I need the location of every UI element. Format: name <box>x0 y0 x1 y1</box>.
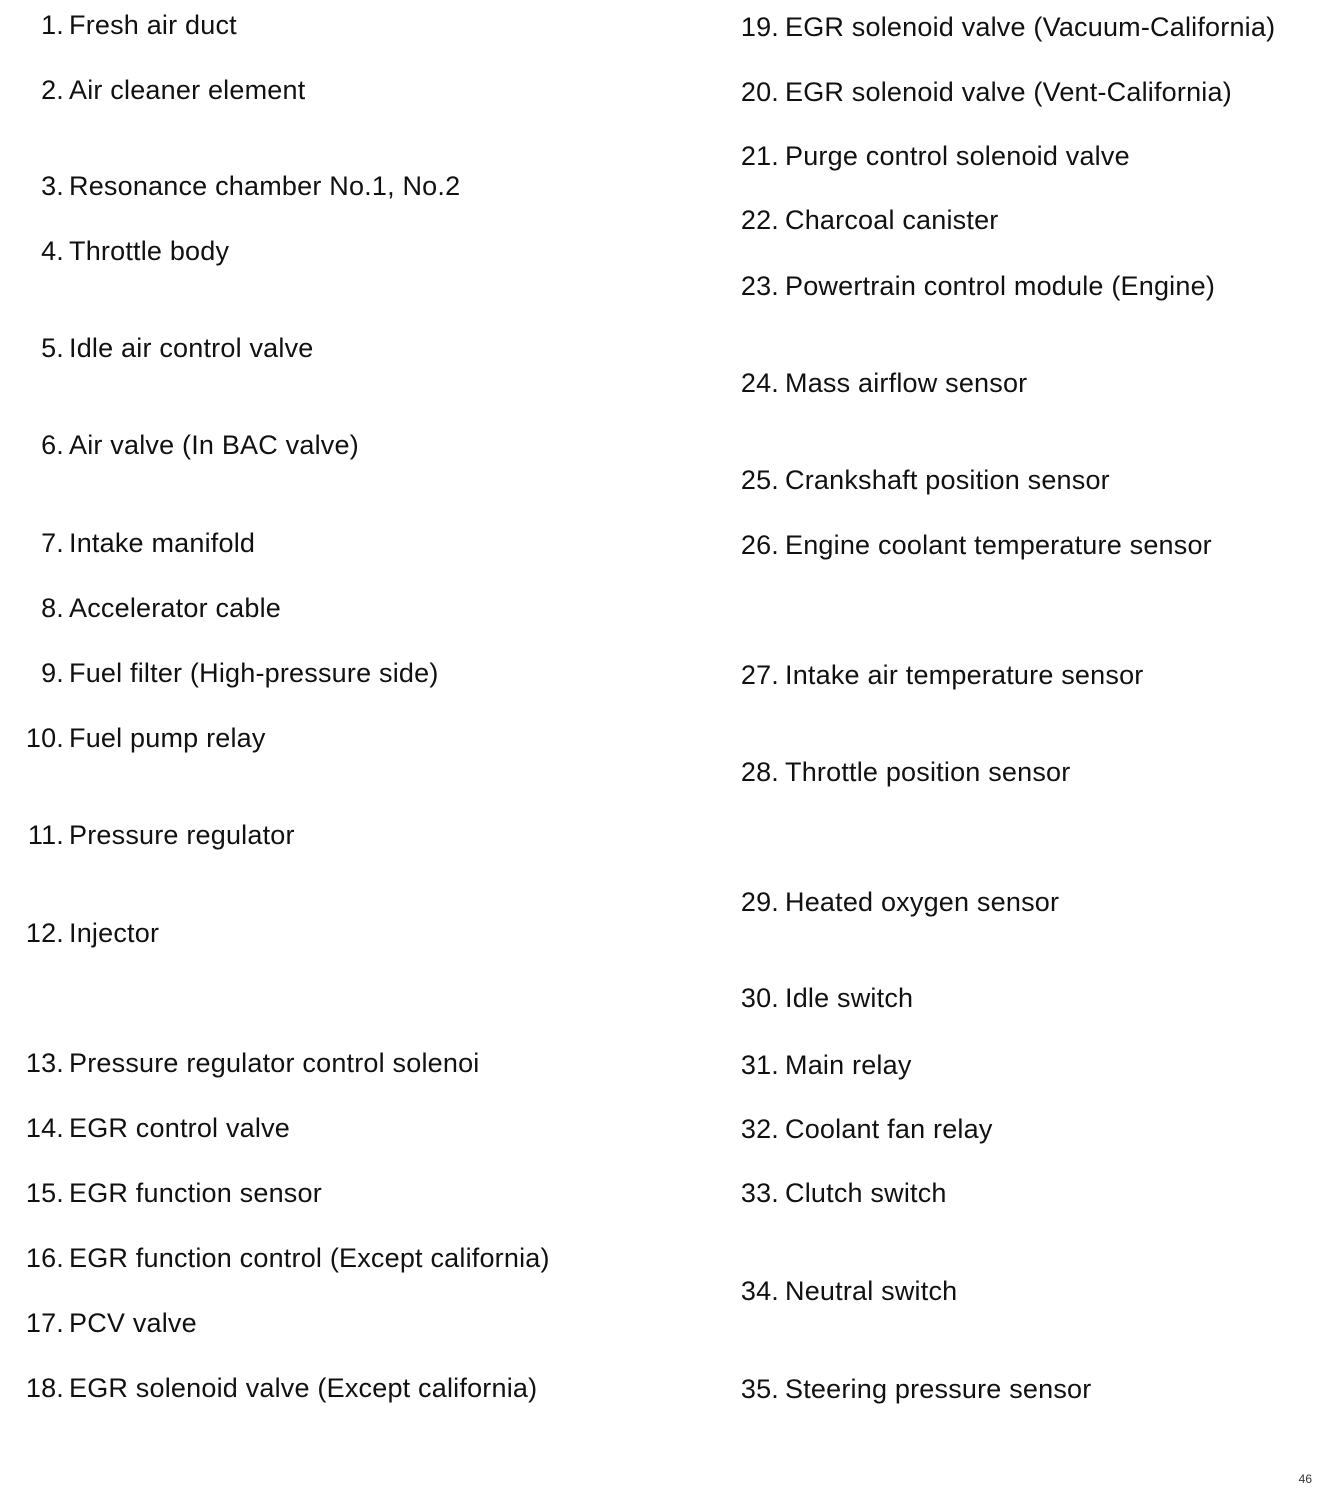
item-number: 7. <box>41 528 64 558</box>
list-item <box>700 525 1212 565</box>
list-item <box>0 588 281 628</box>
list-item <box>700 136 1130 176</box>
item-number: 18. <box>25 1373 64 1403</box>
item-number: 6. <box>41 430 64 460</box>
item-number: 4. <box>41 236 64 266</box>
item-number: 8. <box>41 593 64 623</box>
item-number: 27. <box>740 660 779 690</box>
list-item <box>700 1109 993 1149</box>
item-label: Pressure regulator <box>69 820 295 850</box>
item-label: Charcoal canister <box>785 205 999 235</box>
list-item <box>0 1303 197 1343</box>
list-item <box>700 1173 947 1213</box>
item-number: 31. <box>740 1050 779 1080</box>
item-label: Steering pressure sensor <box>785 1374 1092 1404</box>
item-number: 20. <box>740 77 779 107</box>
item-label: Injector <box>69 918 160 948</box>
list-item <box>0 1108 290 1148</box>
list-item <box>700 200 999 240</box>
item-label: Idle air control valve <box>69 333 314 363</box>
list-item <box>700 655 1143 695</box>
item-label: Intake manifold <box>69 528 256 558</box>
item-number: 5. <box>41 333 64 363</box>
item-label: Coolant fan relay <box>785 1114 993 1144</box>
item-label: Fresh air duct <box>69 10 237 40</box>
list-item <box>0 1173 322 1213</box>
parts-list-right <box>700 0 1328 1488</box>
item-label: Intake air temperature sensor <box>785 660 1144 690</box>
item-number: 10. <box>25 723 64 753</box>
item-label: Pressure regulator control solenoi <box>69 1048 480 1078</box>
item-number: 21. <box>740 141 779 171</box>
item-number: 22. <box>740 205 779 235</box>
item-number: 32. <box>740 1114 779 1144</box>
list-item <box>700 1271 957 1311</box>
item-number: 17. <box>25 1308 64 1338</box>
list-item <box>700 72 1232 112</box>
list-item <box>0 913 159 953</box>
item-label: Crankshaft position sensor <box>785 465 1110 495</box>
item-number: 25. <box>740 465 779 495</box>
item-label: Resonance chamber No.1, No.2 <box>69 171 461 201</box>
item-number: 3. <box>41 171 64 201</box>
item-label: Air cleaner element <box>69 75 306 105</box>
list-item <box>700 363 1027 403</box>
item-label: Air valve (In BAC valve) <box>69 430 359 460</box>
item-number: 1. <box>41 10 64 40</box>
item-number: 28. <box>740 757 779 787</box>
item-number: 13. <box>25 1048 64 1078</box>
list-item <box>700 7 1275 47</box>
item-number: 9. <box>41 658 64 688</box>
item-label: Throttle body <box>69 236 230 266</box>
list-item <box>0 718 266 758</box>
item-label: Neutral switch <box>785 1276 958 1306</box>
list-item <box>0 425 359 465</box>
item-label: PCV valve <box>69 1308 197 1338</box>
item-number: 30. <box>740 983 779 1013</box>
item-label: Clutch switch <box>785 1178 947 1208</box>
item-label: Accelerator cable <box>69 593 282 623</box>
item-label: EGR solenoid valve (Vacuum-California) <box>785 12 1276 42</box>
item-label: EGR function sensor <box>69 1178 322 1208</box>
list-item <box>700 1045 912 1085</box>
list-item <box>0 653 439 693</box>
list-item <box>0 328 314 368</box>
list-item <box>700 266 1215 306</box>
list-item <box>0 523 255 563</box>
item-number: 35. <box>740 1374 779 1404</box>
list-item <box>0 1043 480 1083</box>
item-label: Heated oxygen sensor <box>785 887 1060 917</box>
item-label: Powertrain control module (Engine) <box>785 271 1216 301</box>
list-item <box>0 231 229 271</box>
item-label: Fuel filter (High-pressure side) <box>69 658 439 688</box>
item-label: Purge control solenoid valve <box>785 141 1130 171</box>
list-item <box>700 460 1110 500</box>
item-label: EGR control valve <box>69 1113 290 1143</box>
page-number: 46 <box>1298 1472 1312 1486</box>
item-label: Idle switch <box>785 983 914 1013</box>
list-item <box>0 1368 537 1408</box>
item-number: 11. <box>27 820 64 850</box>
list-item <box>0 815 295 855</box>
item-number: 29. <box>740 887 779 917</box>
list-item <box>0 166 460 206</box>
list-item <box>0 5 237 45</box>
item-label: EGR solenoid valve (Except california) <box>69 1373 538 1403</box>
item-label: Throttle position sensor <box>785 757 1071 787</box>
item-number: 12. <box>25 918 64 948</box>
item-label: Main relay <box>785 1050 912 1080</box>
list-item <box>700 752 1070 792</box>
item-number: 24. <box>740 368 779 398</box>
item-number: 2. <box>41 75 64 105</box>
item-number: 16. <box>25 1243 64 1273</box>
item-label: Fuel pump relay <box>69 723 266 753</box>
item-number: 34. <box>740 1276 779 1306</box>
item-label: EGR solenoid valve (Vent-California) <box>785 77 1232 107</box>
item-label: Mass airflow sensor <box>785 368 1028 398</box>
list-item <box>0 1238 550 1278</box>
list-item <box>700 978 913 1018</box>
item-number: 26. <box>740 530 779 560</box>
item-label: Engine coolant temperature sensor <box>785 530 1212 560</box>
item-number: 15. <box>25 1178 64 1208</box>
list-item <box>700 1369 1091 1409</box>
item-number: 19. <box>740 12 779 42</box>
item-number: 33. <box>740 1178 779 1208</box>
list-item <box>700 882 1059 922</box>
item-label: EGR function control (Except california) <box>69 1243 550 1273</box>
list-item <box>0 70 305 110</box>
item-number: 23. <box>740 271 779 301</box>
item-number: 14. <box>25 1113 64 1143</box>
